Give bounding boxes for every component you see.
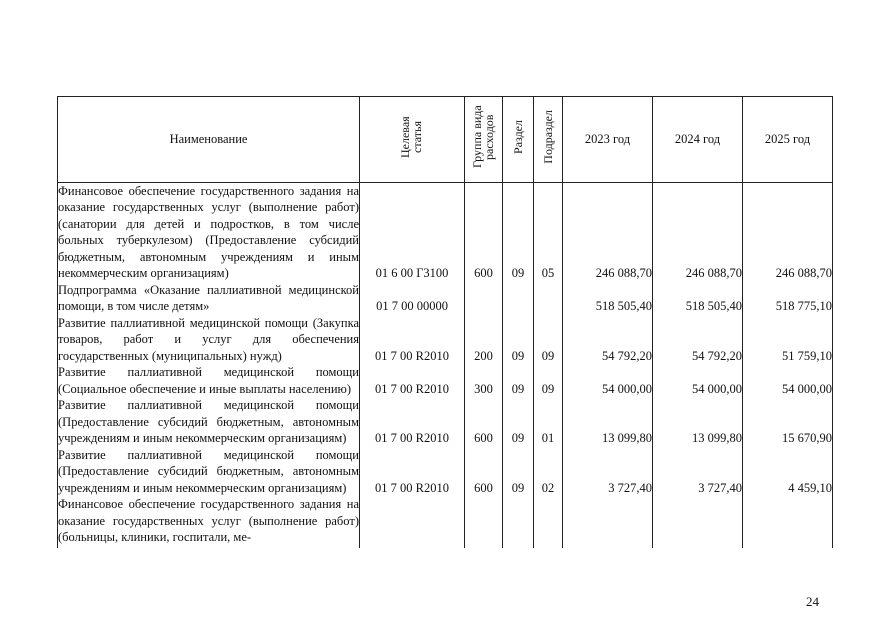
row-section xyxy=(503,496,534,548)
row-code: 01 7 00 R2010 xyxy=(360,447,465,497)
row-2023: 54 792,20 xyxy=(563,315,653,365)
row-2024: 246 088,70 xyxy=(653,182,743,282)
row-group xyxy=(465,496,503,548)
table-row xyxy=(58,315,833,365)
row-2025: 4 459,10 xyxy=(743,447,833,497)
table-header-row xyxy=(58,97,833,183)
row-code xyxy=(360,496,465,548)
row-2024: 54 792,20 xyxy=(653,315,743,365)
header-2025: 2025 год xyxy=(743,97,833,183)
row-2023: 13 099,80 xyxy=(563,397,653,447)
table-row xyxy=(58,182,833,282)
row-name: Развитие паллиативной медицинской помощи (Предоставление субсидий бюджетным, автономным учреждениям и иным некоммерческим организациям) xyxy=(58,398,359,445)
budget-table xyxy=(57,96,833,548)
row-section: 09 xyxy=(503,364,534,397)
row-2024: 13 099,80 xyxy=(653,397,743,447)
row-group: 300 xyxy=(465,364,503,397)
row-2025: 51 759,10 xyxy=(743,315,833,365)
row-section: 09 xyxy=(503,182,534,282)
row-group: 600 xyxy=(465,397,503,447)
row-group: 600 xyxy=(465,447,503,497)
row-subsection: 02 xyxy=(534,447,563,497)
row-2023: 246 088,70 xyxy=(563,182,653,282)
row-section: 09 xyxy=(503,447,534,497)
row-2025 xyxy=(743,496,833,548)
row-name: Развитие паллиативной медицинской помощи (Социальное обеспечение и иные выплаты населению) xyxy=(58,365,359,396)
row-2024 xyxy=(653,496,743,548)
header-section: Раздел xyxy=(503,97,534,183)
row-2024: 518 505,40 xyxy=(653,282,743,315)
row-code: 01 7 00 00000 xyxy=(360,282,465,315)
row-subsection: 09 xyxy=(534,315,563,365)
page-number: 24 xyxy=(806,594,819,609)
row-code: 01 7 00 R2010 xyxy=(360,397,465,447)
row-name: Развитие паллиативной медицинской помощи (Закупка товаров, работ и услуг для обеспечения государственных (муниципальных) нужд) xyxy=(58,315,359,363)
row-name: Финансовое обеспечение государственного задания на оказание государственных услуг (выполнение работ) (больницы, клиники, госпитали, ме- xyxy=(58,496,360,548)
table-row xyxy=(58,397,833,447)
row-name: Подпрограмма «Оказание паллиативной медицинской помощи, в том числе детям» xyxy=(58,282,359,313)
row-code: 01 7 00 R2010 xyxy=(360,364,465,397)
row-2025: 15 670,90 xyxy=(743,397,833,447)
table-row xyxy=(58,447,833,497)
row-2023: 518 505,40 xyxy=(563,282,653,315)
row-subsection xyxy=(534,496,563,548)
row-section: 09 xyxy=(503,397,534,447)
row-subsection xyxy=(534,282,563,315)
row-group: 600 xyxy=(465,182,503,282)
row-subsection: 01 xyxy=(534,397,563,447)
header-name: Наименование xyxy=(58,97,360,183)
row-section: 09 xyxy=(503,315,534,365)
header-2024: 2024 год xyxy=(653,97,743,183)
row-group xyxy=(465,282,503,315)
row-2024: 3 727,40 xyxy=(653,447,743,497)
row-group: 200 xyxy=(465,315,503,365)
header-target: Целевая статья xyxy=(360,97,465,183)
row-2025: 246 088,70 xyxy=(743,182,833,282)
table-row xyxy=(58,364,833,397)
row-2023: 3 727,40 xyxy=(563,447,653,497)
row-name: Развитие паллиативной медицинской помощи (Предоставление субсидий бюджетным, автономным учреждениям и иным некоммерческим организациям) xyxy=(58,447,359,495)
header-2023: 2023 год xyxy=(563,97,653,183)
row-2023: 54 000,00 xyxy=(563,364,653,397)
table-row xyxy=(58,282,833,315)
row-subsection: 09 xyxy=(534,364,563,397)
row-2023 xyxy=(563,496,653,548)
header-subsection: Подраздел xyxy=(534,97,563,183)
row-code: 01 6 00 Г3100 xyxy=(360,182,465,282)
row-2024: 54 000,00 xyxy=(653,364,743,397)
row-section xyxy=(503,282,534,315)
row-name: Финансовое обеспечение государственного задания на оказание государственных услуг (выполнение работ) (санатории для детей и подростков, в том числе больных туберкулезом) (Предоставление субсидий бюджетным, автономным учреждениям и иным некоммерческим организациям) xyxy=(58,183,359,280)
row-2025: 518 775,10 xyxy=(743,282,833,315)
row-code: 01 7 00 R2010 xyxy=(360,315,465,365)
table-row xyxy=(58,496,833,548)
header-group: Группа вида расходов xyxy=(465,97,503,183)
row-subsection: 05 xyxy=(534,182,563,282)
row-2025: 54 000,00 xyxy=(743,364,833,397)
